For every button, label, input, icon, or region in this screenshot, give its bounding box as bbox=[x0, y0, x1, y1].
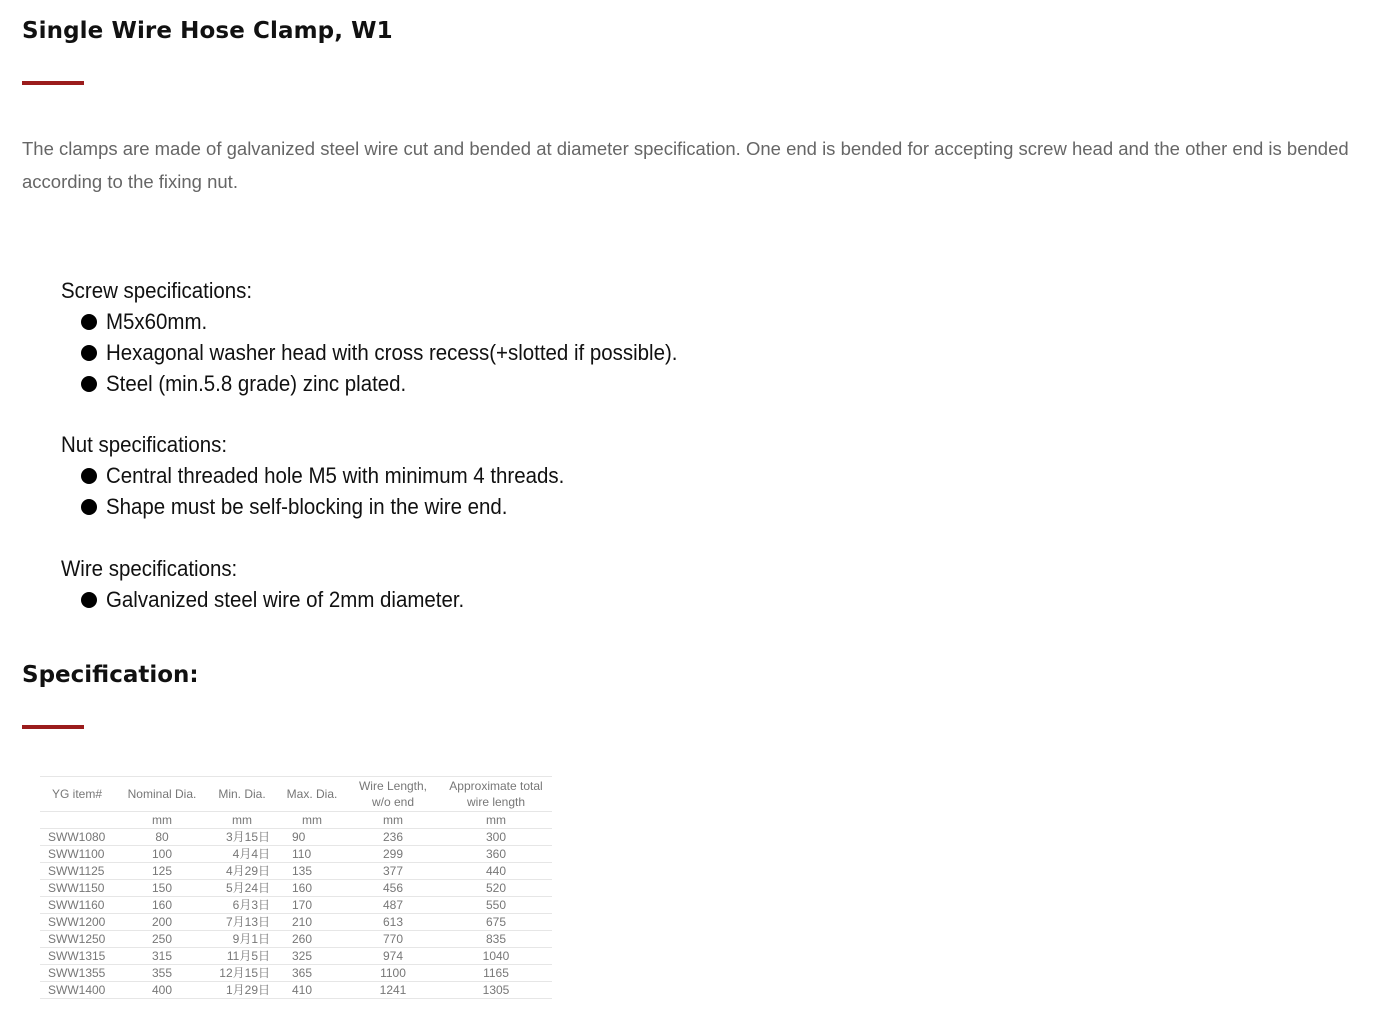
table-cell: 100 bbox=[118, 846, 206, 863]
table-cell: 7月13日 bbox=[206, 914, 278, 931]
table-row bbox=[40, 965, 552, 982]
unit-cell bbox=[40, 812, 118, 829]
unit-cell: mm bbox=[440, 812, 552, 829]
table-cell: SWW1250 bbox=[40, 931, 118, 948]
table-cell: SWW1080 bbox=[40, 829, 118, 846]
table-cell: 325 bbox=[278, 948, 346, 965]
unit-cell: mm bbox=[346, 812, 440, 829]
table-cell: SWW1150 bbox=[40, 880, 118, 897]
list-item: Steel (min.5.8 grade) zinc plated. bbox=[61, 368, 961, 399]
table-cell: 6月3日 bbox=[206, 897, 278, 914]
table-cell: 377 bbox=[346, 863, 440, 880]
table-cell: 4月29日 bbox=[206, 863, 278, 880]
table-cell: 835 bbox=[440, 931, 552, 948]
group-heading: Wire specifications: bbox=[61, 556, 238, 581]
table-cell: 400 bbox=[118, 982, 206, 999]
table-cell: 1100 bbox=[346, 965, 440, 982]
table-cell: 11月5日 bbox=[206, 948, 278, 965]
product-description: The clamps are made of galvanized steel wire cut and bended at diameter specification. One end is bended for accepting screw head and the other end is bended according to the fixing nut. bbox=[22, 138, 1349, 192]
table-cell: 487 bbox=[346, 897, 440, 914]
units-row bbox=[40, 812, 552, 829]
table-cell: 150 bbox=[118, 880, 206, 897]
table-row bbox=[40, 880, 552, 897]
table-cell: 4月4日 bbox=[206, 846, 278, 863]
table-cell: 974 bbox=[346, 948, 440, 965]
table-cell: 160 bbox=[118, 897, 206, 914]
table-cell: 260 bbox=[278, 931, 346, 948]
wire-spec-group bbox=[61, 553, 961, 615]
unit-cell: mm bbox=[118, 812, 206, 829]
bullet-icon bbox=[81, 592, 97, 608]
table-cell: SWW1125 bbox=[40, 863, 118, 880]
table-row bbox=[40, 948, 552, 965]
table-cell: 410 bbox=[278, 982, 346, 999]
column-header: Wire Length, w/o end bbox=[346, 777, 440, 812]
bullet-icon bbox=[81, 345, 97, 361]
specification-underline bbox=[22, 725, 84, 729]
table-cell: 520 bbox=[440, 880, 552, 897]
table-cell: 675 bbox=[440, 914, 552, 931]
table-row bbox=[40, 897, 552, 914]
table-cell: 550 bbox=[440, 897, 552, 914]
group-heading: Screw specifications: bbox=[61, 278, 253, 303]
column-header: Approximate total wire length bbox=[440, 777, 552, 812]
table-cell: 90 bbox=[278, 829, 346, 846]
table-cell: 125 bbox=[118, 863, 206, 880]
table-cell: 365 bbox=[278, 965, 346, 982]
column-header: Min. Dia. bbox=[206, 777, 278, 812]
column-header: Nominal Dia. bbox=[118, 777, 206, 812]
table-cell: SWW1315 bbox=[40, 948, 118, 965]
table-cell: 355 bbox=[118, 965, 206, 982]
table-cell: 1241 bbox=[346, 982, 440, 999]
table-cell: 210 bbox=[278, 914, 346, 931]
bullet-icon bbox=[81, 468, 97, 484]
page-title: Single Wire Hose Clamp, W1 bbox=[22, 18, 393, 44]
table-cell: 1040 bbox=[440, 948, 552, 965]
unit-cell: mm bbox=[206, 812, 278, 829]
column-header: YG item# bbox=[40, 777, 118, 812]
table-cell: 300 bbox=[440, 829, 552, 846]
table-cell: 160 bbox=[278, 880, 346, 897]
table-row bbox=[40, 829, 552, 846]
table-cell: SWW1100 bbox=[40, 846, 118, 863]
table-cell: 12月15日 bbox=[206, 965, 278, 982]
table-cell: SWW1400 bbox=[40, 982, 118, 999]
list-item: Galvanized steel wire of 2mm diameter. bbox=[61, 584, 961, 615]
specification-heading: Specification: bbox=[22, 662, 199, 688]
group-heading: Nut specifications: bbox=[61, 432, 228, 457]
table-row bbox=[40, 982, 552, 999]
table-cell: 236 bbox=[346, 829, 440, 846]
unit-cell: mm bbox=[278, 812, 346, 829]
nut-spec-group bbox=[61, 429, 961, 522]
column-header: Max. Dia. bbox=[278, 777, 346, 812]
table-row bbox=[40, 863, 552, 880]
table-cell: 299 bbox=[346, 846, 440, 863]
table-cell: 80 bbox=[118, 829, 206, 846]
table-cell: SWW1160 bbox=[40, 897, 118, 914]
table-cell: 1165 bbox=[440, 965, 552, 982]
table-cell: 250 bbox=[118, 931, 206, 948]
table-cell: 770 bbox=[346, 931, 440, 948]
bullet-icon bbox=[81, 376, 97, 392]
table-cell: 3月15日 bbox=[206, 829, 278, 846]
title-underline bbox=[22, 81, 84, 85]
list-item: Central threaded hole M5 with minimum 4 threads. bbox=[61, 460, 961, 491]
spec-image bbox=[61, 275, 961, 615]
table-cell: 135 bbox=[278, 863, 346, 880]
table-cell: SWW1355 bbox=[40, 965, 118, 982]
table-cell: 200 bbox=[118, 914, 206, 931]
table-cell: 110 bbox=[278, 846, 346, 863]
table-cell: 613 bbox=[346, 914, 440, 931]
screw-spec-group bbox=[61, 275, 961, 399]
table-row bbox=[40, 931, 552, 948]
list-item: Shape must be self-blocking in the wire end. bbox=[61, 491, 961, 522]
table-cell: 456 bbox=[346, 880, 440, 897]
bullet-icon bbox=[81, 314, 97, 330]
list-item: Hexagonal washer head with cross recess(+slotted if possible). bbox=[61, 337, 961, 368]
table-cell: 315 bbox=[118, 948, 206, 965]
bullet-icon bbox=[81, 499, 97, 515]
table-cell: 440 bbox=[440, 863, 552, 880]
specification-table bbox=[40, 776, 552, 999]
table-row bbox=[40, 846, 552, 863]
table-cell: 1305 bbox=[440, 982, 552, 999]
table-cell: 1月29日 bbox=[206, 982, 278, 999]
table-header-row bbox=[40, 777, 552, 812]
table-cell: 170 bbox=[278, 897, 346, 914]
table-cell: 360 bbox=[440, 846, 552, 863]
table-row bbox=[40, 914, 552, 931]
table-cell: 5月24日 bbox=[206, 880, 278, 897]
list-item: M5x60mm. bbox=[61, 306, 961, 337]
table-cell: SWW1200 bbox=[40, 914, 118, 931]
table-cell: 9月1日 bbox=[206, 931, 278, 948]
